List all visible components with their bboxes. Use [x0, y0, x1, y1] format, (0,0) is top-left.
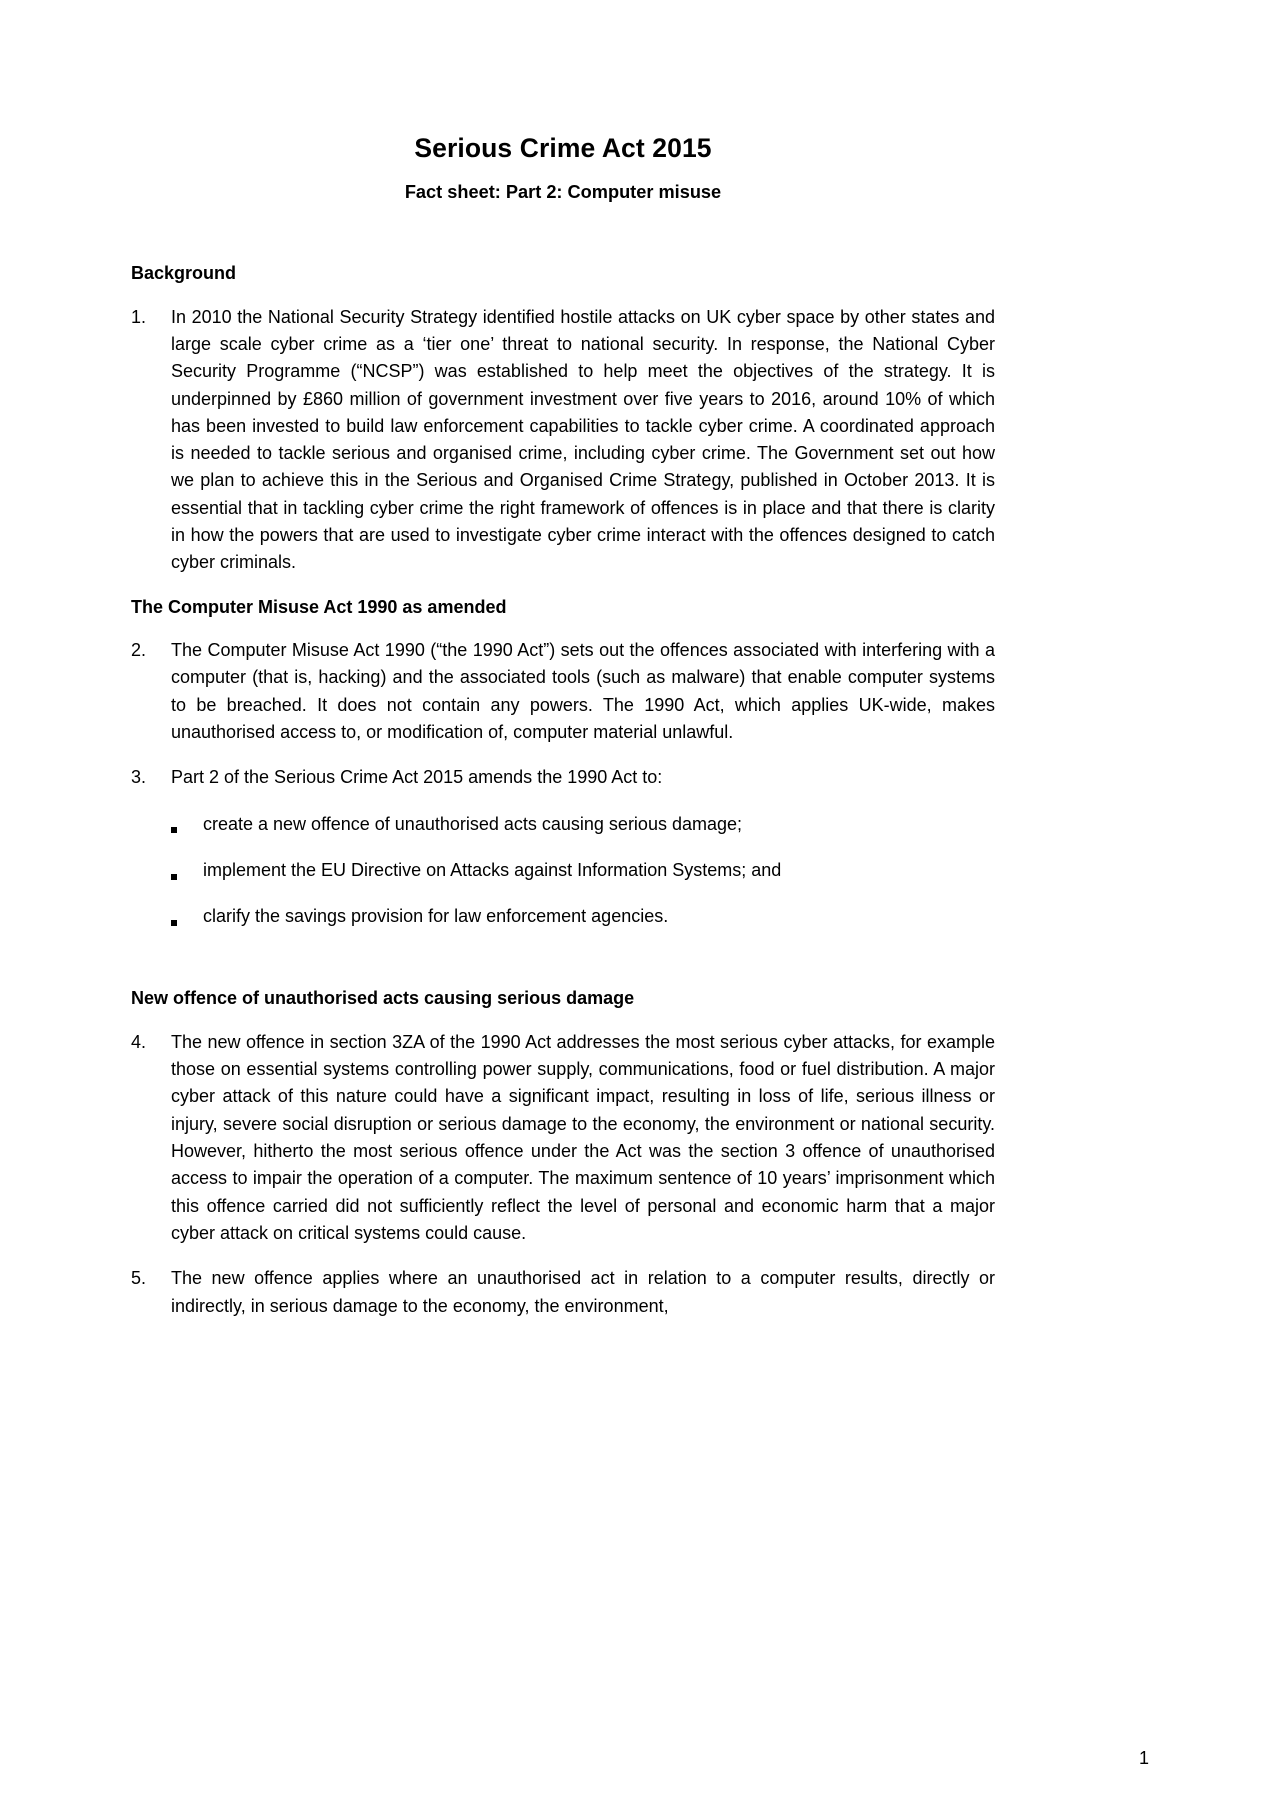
paragraph-number: 2. — [131, 640, 147, 661]
page-content — [131, 0, 995, 1320]
page-number: 1 — [1138, 1748, 1149, 1768]
amendments-bullet-list — [131, 792, 995, 931]
paragraph-text: The new offence applies where an unauthorised act in relation to a computer results, directly or indirectly, in serious damage to the economy, the environment, — [171, 1268, 995, 1316]
paragraph-text: The new offence in section 3ZA of the 1990 Act addresses the most serious cyber attacks, for example those on essential systems controlling power supply, communications, food or fuel distribution. A major cyber attack of this nature could have a significant impact, resulting in loss of life, serious illness or injury, severe social disruption or serious damage to the economy, the environment or national security. However, hitherto the most serious offence under the Act was the section 3 offence of unauthorised access to impair the operation of a computer. The maximum sentence of 10 years’ imprisonment which this offence carried did not sufficiently reflect the level of personal and economic harm that a major cyber attack on critical systems could cause. — [171, 1031, 995, 1243]
paragraph-text: Part 2 of the Serious Crime Act 2015 amends the 1990 Act to: — [171, 767, 663, 788]
paragraph-5 — [131, 1247, 995, 1320]
list-item — [171, 838, 995, 884]
square-bullet-icon — [171, 811, 203, 838]
paragraph-text: In 2010 the National Security Strategy identified hostile attacks on UK cyber space by other states and large scale cyber crime as a ‘tier one’ threat to national security. In response, the National Cyber Security Programme (“NCSP”) was established to help meet the objectives of the strategy. It is underpinned by £860 million of government investment over five years to 2016, around 10% of which has been invested to build law enforcement capabilities to tackle cyber crime. A coordinated approach is needed to tackle serious and organised crime, including cyber crime. The Government set out how we plan to achieve this in the Serious and Organised Crime Strategy, published in October 2013. It is essential that in tackling cyber crime the right framework of offences is in place and that there is clarity in how the powers that are used to investigate cyber crime interact with the offences designed to catch cyber criminals. — [171, 306, 995, 573]
paragraph-4 — [131, 1011, 995, 1247]
section-heading-computer-misuse-act: The Computer Misuse Act 1990 as amended — [131, 596, 507, 617]
document-subtitle: Fact sheet: Part 2: Computer misuse — [404, 182, 722, 203]
list-item-label: implement the EU Directive on Attacks against Information Systems; and — [203, 859, 782, 880]
list-item — [171, 884, 995, 930]
square-bullet-icon — [171, 903, 203, 930]
section-heading-background: Background — [131, 263, 237, 284]
list-item-label: clarify the savings provision for law enforcement agencies. — [203, 906, 669, 927]
paragraph-1 — [131, 286, 995, 577]
paragraph-number: 5. — [131, 1268, 147, 1289]
paragraph-text: The Computer Misuse Act 1990 (“the 1990 Act”) sets out the offences associated with interfering with a computer (that is, hacking) and the associated tools (such as malware) that enable computer systems to be breached. It does not contain any powers. The 1990 Act, which applies UK-wide, makes unauthorised access to, or modification of, computer material unlawful. — [171, 640, 995, 742]
paragraph-3 — [131, 746, 995, 791]
paragraph-number: 4. — [131, 1031, 147, 1052]
document-title: Serious Crime Act 2015 — [414, 133, 712, 163]
paragraph-2 — [131, 619, 995, 746]
paragraph-number: 3. — [131, 767, 147, 788]
list-item — [171, 792, 995, 838]
square-bullet-icon — [171, 857, 203, 884]
list-item-label: create a new offence of unauthorised acts causing serious damage; — [203, 813, 743, 834]
section-heading-new-offence: New offence of unauthorised acts causing serious damage — [131, 988, 635, 1009]
paragraph-number: 1. — [131, 306, 147, 327]
